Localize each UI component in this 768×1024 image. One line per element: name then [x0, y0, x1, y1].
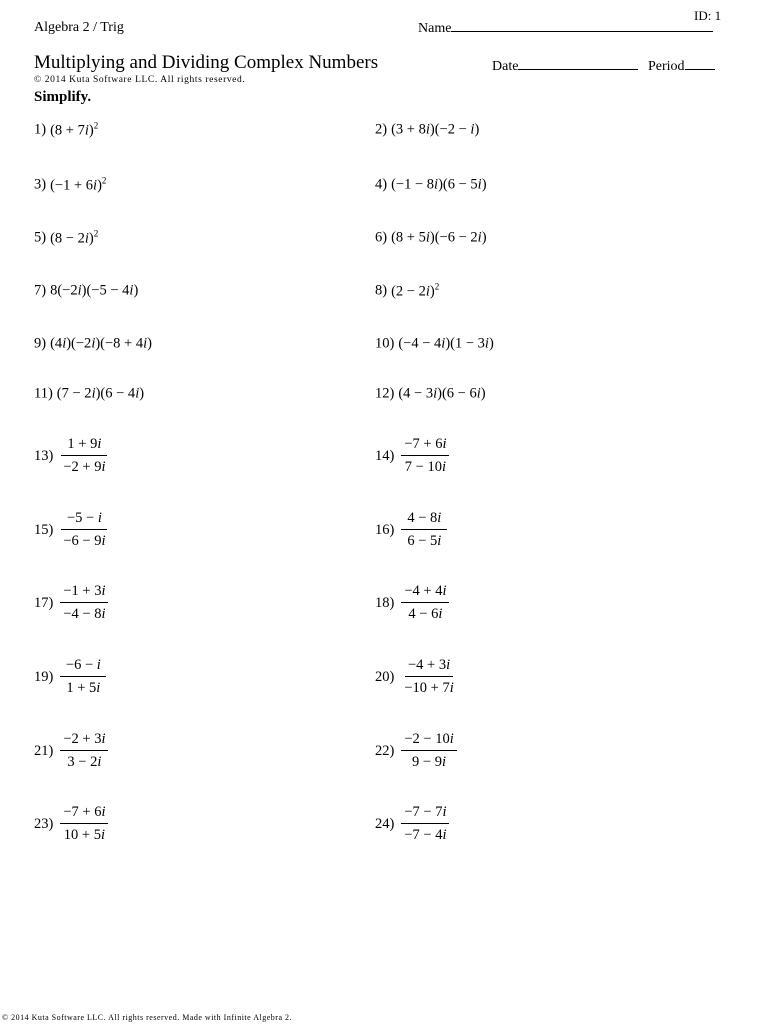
problem-number: 8): [375, 282, 388, 299]
imaginary-unit: i: [442, 804, 447, 820]
imaginary-unit: i: [129, 282, 134, 299]
expression-part: )(−2 −: [429, 121, 471, 138]
expression-part: −7 − 7: [404, 804, 443, 820]
expression-part: −2 + 3: [63, 731, 102, 747]
expression-part: )(6 − 5: [438, 176, 478, 193]
imaginary-unit: i: [62, 335, 67, 352]
expression-part: )(−8 + 4: [95, 335, 144, 352]
imaginary-unit: i: [143, 335, 148, 352]
footer-copyright: © 2014 Kuta Software LLC. All rights reserved. Made with Infinite Algebra 2.: [2, 1013, 293, 1022]
problem-item: [34, 121, 98, 140]
problem-number: 22): [375, 742, 395, 759]
fraction: [60, 436, 108, 476]
problem-number: 23): [34, 815, 54, 832]
numerator: [401, 510, 447, 530]
imaginary-unit: i: [425, 121, 430, 138]
expression-part: ): [474, 121, 480, 138]
fraction: [401, 657, 456, 697]
date-field[interactable]: [492, 58, 638, 75]
expression-part: )(−5 − 4: [81, 282, 130, 299]
problem-expression: [391, 230, 486, 247]
denominator: [60, 530, 108, 550]
date-label: Date: [492, 59, 519, 74]
problem-number: 5): [34, 229, 47, 246]
problem-number: 2): [375, 121, 388, 138]
expression-part: ): [480, 385, 486, 402]
denominator: [409, 751, 449, 771]
exponent: 2: [93, 228, 99, 239]
problem-item: [375, 436, 449, 476]
problem-number: 15): [34, 521, 54, 538]
imaginary-unit: i: [91, 335, 96, 352]
imaginary-unit: i: [97, 754, 102, 770]
expression-part: −10 + 7: [404, 680, 450, 696]
name-blank-line[interactable]: [451, 20, 713, 32]
imaginary-unit: i: [93, 177, 98, 194]
expression-part: (8 − 2: [50, 230, 85, 247]
expression-part: (7 − 2: [56, 385, 92, 402]
denominator: [402, 456, 449, 476]
denominator: [401, 677, 456, 697]
expression-part: 1 + 5: [66, 680, 97, 696]
fraction: [401, 436, 449, 476]
problem-item: [375, 731, 457, 771]
expression-part: 9 − 9: [412, 754, 442, 770]
imaginary-unit: i: [434, 176, 439, 193]
expression-part: −7 + 6: [63, 804, 102, 820]
imaginary-unit: i: [101, 533, 106, 549]
fraction: [60, 731, 108, 771]
imaginary-unit: i: [97, 510, 102, 526]
expression-part: ): [481, 176, 487, 193]
numerator: [405, 657, 453, 677]
problem-expression: [391, 282, 439, 301]
problem-item: [375, 386, 486, 403]
expression-part: 7 − 10: [404, 459, 442, 475]
problem-item: [375, 510, 447, 550]
denominator: [64, 751, 104, 771]
period-field[interactable]: [648, 58, 715, 75]
problem-item: [34, 804, 108, 844]
problem-item: [34, 731, 108, 771]
expression-part: )(6 − 4: [95, 385, 136, 402]
expression-part: 10 + 5: [63, 827, 101, 843]
instructions: Simplify.: [34, 89, 92, 105]
problem-expression: [50, 283, 138, 300]
problem-number: 21): [34, 742, 54, 759]
expression-part: ): [481, 229, 487, 246]
expression-part: −7 + 6: [404, 436, 443, 452]
denominator: [60, 603, 108, 623]
problem-item: [375, 122, 479, 139]
expression-part: (4 − 3: [398, 385, 434, 402]
denominator: [404, 530, 444, 550]
expression-part: −4 + 3: [407, 657, 447, 673]
fraction: [60, 657, 106, 697]
numerator: [60, 583, 108, 603]
expression-part: (2 − 2: [391, 283, 426, 300]
imaginary-unit: i: [101, 804, 106, 820]
problem-expression: [57, 386, 144, 403]
exponent: 2: [434, 281, 440, 292]
expression-part: (−4 − 4: [398, 335, 442, 352]
expression-part: 3 − 2: [67, 754, 98, 770]
imaginary-unit: i: [84, 122, 89, 139]
problem-number: 16): [375, 521, 395, 538]
name-label: Name: [418, 21, 452, 36]
numerator: [401, 731, 456, 751]
fraction: [60, 804, 108, 844]
expression-part: 1 + 9: [67, 436, 98, 452]
denominator: [401, 824, 449, 844]
imaginary-unit: i: [425, 283, 430, 300]
imaginary-unit: i: [449, 680, 454, 696]
problem-number: 18): [375, 594, 395, 611]
problem-item: [375, 336, 494, 353]
fraction: [60, 583, 108, 623]
imaginary-unit: i: [442, 436, 447, 452]
imaginary-unit: i: [476, 385, 481, 402]
problem-number: 13): [34, 447, 54, 464]
imaginary-unit: i: [100, 827, 106, 843]
imaginary-unit: i: [442, 583, 447, 599]
imaginary-unit: i: [470, 121, 475, 138]
problem-number: 24): [375, 815, 395, 832]
expression-part: )(6 − 6: [437, 385, 477, 402]
problem-item: [34, 657, 106, 697]
imaginary-unit: i: [477, 229, 482, 246]
imaginary-unit: i: [101, 731, 106, 747]
fraction: [401, 731, 456, 771]
period-blank-line[interactable]: [685, 58, 715, 70]
problem-item: [375, 177, 487, 194]
expression-part: (8 + 5: [391, 229, 426, 246]
problem-number: 20): [375, 668, 395, 685]
expression-part: ): [88, 230, 94, 247]
expression-part: −6 −: [65, 657, 97, 673]
imaginary-unit: i: [97, 436, 102, 452]
expression-part: ): [88, 122, 94, 139]
numerator: [61, 436, 107, 456]
fraction: [401, 583, 449, 623]
problem-number: 7): [34, 282, 47, 299]
imaginary-unit: i: [84, 230, 89, 247]
expression-part: ): [488, 335, 494, 352]
imaginary-unit: i: [425, 229, 430, 246]
numerator: [60, 657, 106, 677]
expression-part: −2 + 9: [63, 459, 102, 475]
expression-part: −1 + 3: [63, 583, 102, 599]
imaginary-unit: i: [477, 176, 482, 193]
imaginary-unit: i: [441, 335, 446, 352]
copyright-notice: © 2014 Kuta Software LLC. All rights reserved.: [34, 75, 246, 85]
period-label: Period: [648, 59, 685, 74]
expression-part: (−1 + 6: [50, 177, 94, 194]
problem-item: [375, 804, 449, 844]
imaginary-unit: i: [441, 754, 447, 770]
problem-expression: [391, 177, 486, 194]
imaginary-unit: i: [135, 385, 140, 402]
imaginary-unit: i: [101, 459, 106, 475]
problem-number: 17): [34, 594, 54, 611]
problem-expression: [50, 176, 106, 195]
expression-part: (−1 − 8: [391, 176, 435, 193]
problem-expression: [398, 336, 493, 353]
expression-part: 4 − 8: [407, 510, 438, 526]
problem-item: [375, 230, 487, 247]
expression-part: )(−2: [66, 335, 92, 352]
problem-number: 6): [375, 229, 388, 246]
problem-number: 11): [34, 385, 53, 402]
expression-part: (3 + 8: [391, 121, 426, 138]
denominator: [60, 456, 108, 476]
imaginary-unit: i: [446, 657, 451, 673]
problem-expression: [50, 336, 152, 353]
expression-part: −5 −: [66, 510, 98, 526]
problem-number: 19): [34, 668, 54, 685]
imaginary-unit: i: [433, 385, 438, 402]
fraction: [401, 510, 447, 550]
expression-part: −7 − 4: [404, 827, 443, 843]
imaginary-unit: i: [91, 385, 96, 402]
imaginary-unit: i: [437, 510, 442, 526]
numerator: [401, 436, 449, 456]
problem-item: [34, 283, 138, 300]
problem-item: [34, 229, 98, 248]
numerator: [60, 804, 108, 824]
fraction: [60, 510, 108, 550]
problem-number: 4): [375, 176, 388, 193]
denominator: [405, 603, 445, 623]
denominator: [63, 677, 103, 697]
imaginary-unit: i: [442, 827, 447, 843]
imaginary-unit: i: [96, 680, 101, 696]
expression-part: ): [429, 283, 435, 300]
problem-item: [375, 282, 439, 301]
imaginary-unit: i: [438, 606, 443, 622]
imaginary-unit: i: [437, 533, 442, 549]
problem-item: [375, 657, 457, 697]
problem-item: [34, 336, 152, 353]
worksheet-id: ID: 1: [694, 8, 722, 23]
denominator: [61, 824, 108, 844]
problem-number: 3): [34, 176, 47, 193]
fraction: [401, 804, 449, 844]
imaginary-unit: i: [96, 657, 101, 673]
problem-expression: [50, 229, 98, 248]
expression-part: ): [139, 385, 145, 402]
problem-expression: [398, 386, 485, 403]
expression-part: −6 − 9: [63, 533, 102, 549]
imaginary-unit: i: [101, 606, 106, 622]
imaginary-unit: i: [449, 731, 454, 747]
expression-part: ): [97, 177, 102, 194]
problem-expression: [391, 122, 479, 139]
expression-part: )(1 − 3: [445, 335, 485, 352]
name-field[interactable]: [418, 20, 713, 37]
expression-part: ): [147, 335, 152, 352]
expression-part: 4 − 6: [408, 606, 439, 622]
exponent: 2: [93, 120, 99, 131]
expression-part: )(−6 − 2: [429, 229, 478, 246]
expression-part: −2 − 10: [404, 731, 450, 747]
numerator: [401, 583, 449, 603]
problem-number: 10): [375, 335, 395, 352]
problem-number: 9): [34, 335, 47, 352]
problem-item: [375, 583, 449, 623]
numerator: [60, 731, 108, 751]
numerator: [401, 804, 449, 824]
problem-number: 14): [375, 447, 395, 464]
problem-item: [34, 386, 144, 403]
problem-item: [34, 583, 108, 623]
imaginary-unit: i: [484, 335, 489, 352]
problem-number: 12): [375, 385, 395, 402]
problem-item: [34, 176, 106, 195]
numerator: [61, 510, 107, 530]
problem-number: 1): [34, 121, 47, 138]
course-label: Algebra 2 / Trig: [34, 20, 124, 35]
expression-part: ): [133, 282, 139, 299]
imaginary-unit: i: [77, 282, 82, 299]
problem-item: [34, 436, 108, 476]
imaginary-unit: i: [101, 583, 106, 599]
problem-item: [34, 510, 108, 550]
expression-part: 8(−2: [50, 282, 78, 299]
expression-part: −4 + 4: [404, 583, 443, 599]
problem-expression: [50, 121, 98, 140]
expression-part: −4 − 8: [63, 606, 102, 622]
date-blank-line[interactable]: [518, 58, 638, 70]
imaginary-unit: i: [441, 459, 447, 475]
expression-part: 6 − 5: [407, 533, 438, 549]
exponent: 2: [101, 175, 107, 186]
page-title: Multiplying and Dividing Complex Numbers: [34, 52, 379, 73]
expression-part: (4: [50, 335, 63, 352]
expression-part: (8 + 7: [50, 122, 85, 139]
